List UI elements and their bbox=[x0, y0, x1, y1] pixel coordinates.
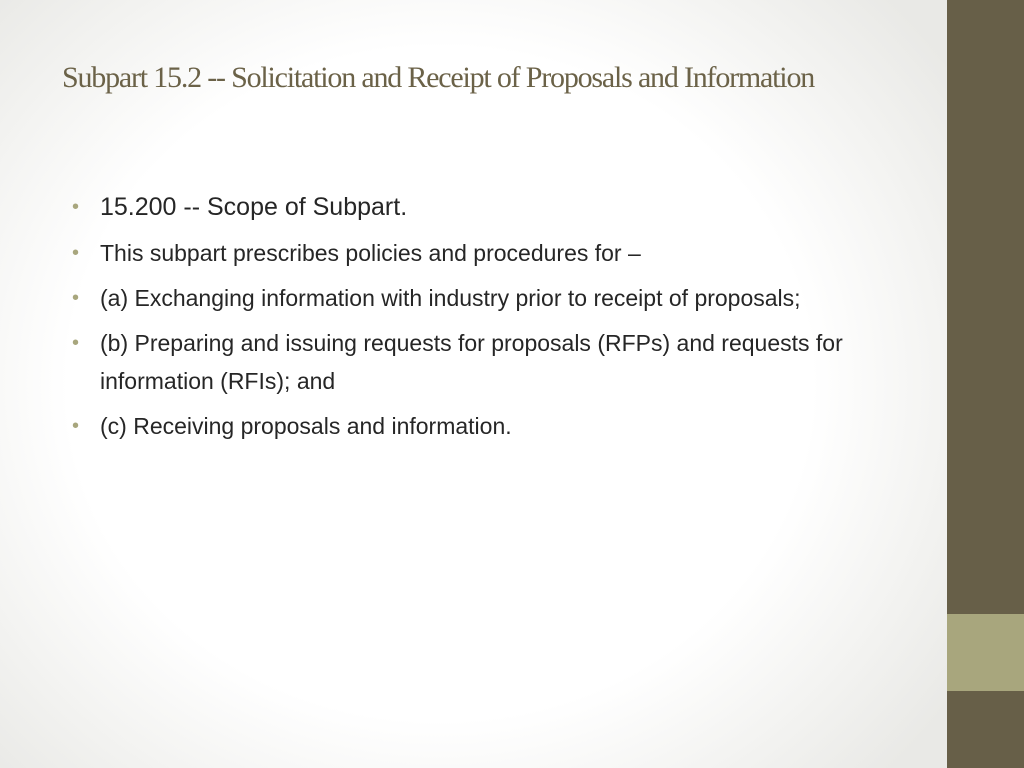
bullet-list bbox=[72, 188, 872, 452]
bullet-text: (a) Exchanging information with industry prior to receipt of proposals; bbox=[100, 285, 801, 311]
bullet-icon: • bbox=[72, 242, 80, 264]
side-bar-accent-block bbox=[947, 614, 1024, 691]
bullet-text: This subpart prescribes policies and procedures for – bbox=[100, 240, 641, 266]
bullet-item-c bbox=[72, 407, 872, 445]
bullet-icon: • bbox=[72, 332, 80, 354]
bullet-text: (b) Preparing and issuing requests for proposals (RFPs) and requests for information (RFIs); and bbox=[100, 330, 843, 394]
bullet-icon: • bbox=[72, 287, 80, 309]
bullet-item-b bbox=[72, 324, 872, 400]
bullet-text: 15.200 -- Scope of Subpart. bbox=[100, 193, 408, 221]
slide-title: Subpart 15.2 -- Solicitation and Receipt of Proposals and Information bbox=[62, 61, 815, 94]
bullet-item-prescribes bbox=[72, 234, 872, 272]
bullet-item-a bbox=[72, 279, 872, 317]
bullet-icon: • bbox=[72, 196, 80, 218]
bullet-text: (c) Receiving proposals and information. bbox=[100, 413, 512, 439]
bullet-icon: • bbox=[72, 415, 80, 437]
bullet-item-scope bbox=[72, 188, 872, 226]
